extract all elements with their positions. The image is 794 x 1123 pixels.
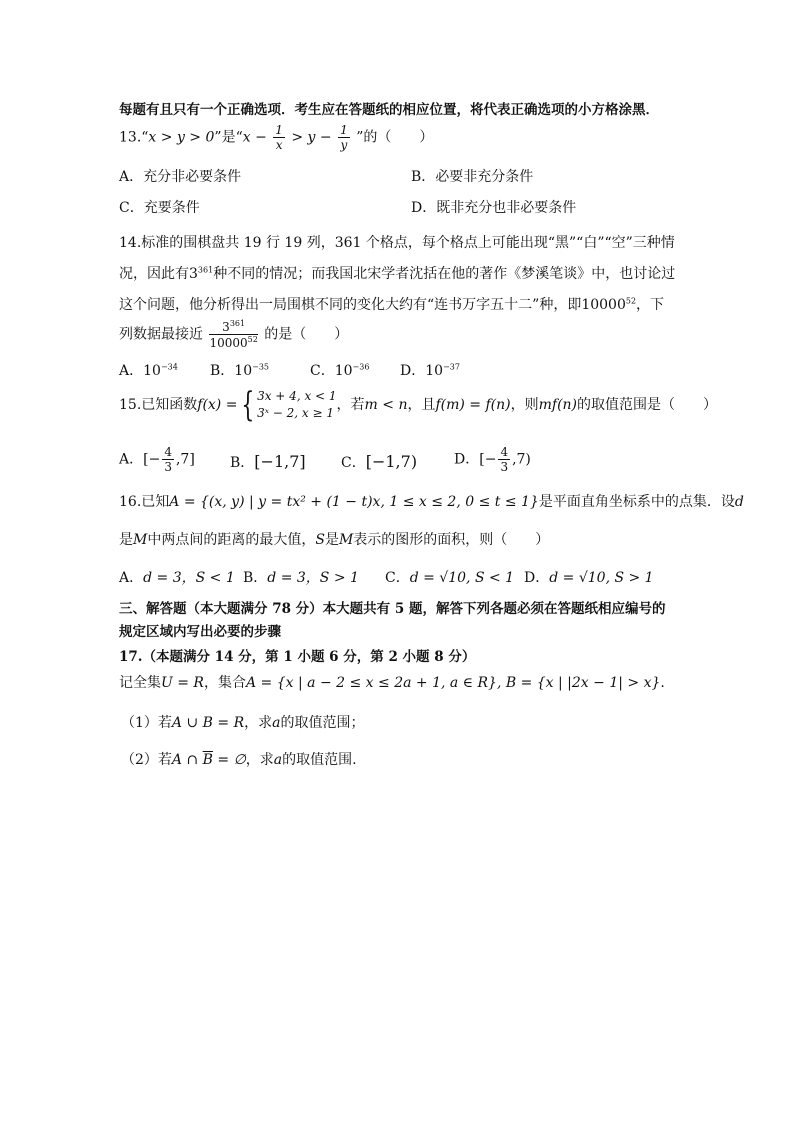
q16-option-a: A．d = 3，S < 1	[119, 570, 235, 586]
question-17-part-2: （2）若A ∩ $\overline{B}$ = ∅，求a的取值范围.	[121, 752, 357, 768]
question-14-line-3: 这个问题，他分析得出一局围棋不同的变化大约有“连书万字五十二”种，即10000$^{52}$，下	[119, 296, 665, 313]
section-3-heading-line-1: 三、解答题（本大题满分 78 分）本大题共有 5 题，解答下列各题必须在答题纸相应编号的	[119, 601, 666, 617]
question-14-line-4: 列数据最接近 $\frac{3^{361}}{10000^{52}}$ 的是（ ）	[119, 319, 349, 350]
piecewise-cases: 3x + 4, x < 1 3ˣ − 2, x ≥ 1	[257, 389, 337, 420]
fraction-1-over-x: $\frac{1}{x}$	[275, 123, 283, 152]
q16-option-b: B．d = 3，S > 1	[243, 570, 359, 586]
q14-option-d: D．$10^{-37}$	[400, 362, 460, 379]
question-13-stem: 13.“x > y > 0”是“x − $\frac{1}{x}$ > y − $\frac{1}{y}$ ”的（ ）	[119, 123, 434, 152]
q14-option-b: B．$10^{-35}$	[210, 362, 270, 379]
q14-option-a: A．$10^{-34}$	[119, 362, 178, 379]
q15-option-a: A．[− $\frac{4}{3}$ ,7]	[119, 445, 195, 474]
question-17-title: 17.（本题满分 14 分，第 1 小题 6 分，第 2 小题 8 分）	[119, 649, 476, 665]
instruction-header: 每题有且只有一个正确选项．考生应在答题纸的相应位置，将代表正确选项的小方格涂黑．	[119, 102, 659, 118]
q15-option-b: B．[−1,7]	[230, 452, 306, 471]
question-14-line-2: 况，因此有$3^{361}$种不同的情况；而我国北宋学者沈括在他的著作《梦溪笔谈》中，也讨论过	[119, 265, 676, 282]
q16-option-d: D．d = √10, S > 1	[524, 570, 654, 586]
question-17-part-1: （1）若A ∪ B = R，求a的取值范围；	[121, 715, 365, 731]
q16-option-c: C．d = √10, S < 1	[385, 570, 515, 586]
q14-option-c: C．$10^{-36}$	[310, 362, 370, 379]
question-15-stem: 15.已知函数f(x) = { 3x + 4, x < 1 3ˣ − 2, x ≥ 1 ，若m < n，且f(m) = f(n)，则mf(n)的取值范围是（ ）	[119, 385, 718, 425]
section-3-heading-line-2: 规定区域内写出必要的步骤	[119, 624, 281, 640]
question-16-line-1: 16.已知A = {(x, y) | y = tx² + (1 − t)x, 1 ≤ x ≤ 2, 0 ≤ t ≤ 1}是平面直角坐标系中的点集．设d	[119, 494, 744, 510]
fraction-3pow361-over-10000pow52: $\frac{3^{361}}{10000^{52}}$	[209, 319, 258, 350]
q13-option-d: D．既非充分也非必要条件	[411, 200, 577, 216]
fraction-1-over-y: $\frac{1}{y}$	[340, 123, 348, 152]
q13-option-c: C．充要条件	[119, 200, 200, 216]
question-17-line-1: 记全集U = R，集合A = {x | a − 2 ≤ x ≤ 2a + 1, a ∈ R}, B = {x | |2x − 1| > x}.	[119, 675, 665, 691]
question-14-line-1: 14.标准的围棋盘共 19 行 19 列，361 个格点，每个格点上可能出现“黑”“白”“空”三种情	[119, 235, 675, 251]
q13-option-a: A．充分非必要条件	[119, 169, 242, 185]
q15-option-c: C．[−1,7)	[341, 452, 418, 471]
q13-option-b: B．必要非充分条件	[411, 169, 534, 185]
q15-option-d: D．[− $\frac{4}{3}$ ,7)	[454, 445, 531, 474]
question-16-line-2: 是M中两点间的距离的最大值，S是M表示的图形的面积，则（ ）	[119, 532, 550, 548]
left-brace: {	[241, 385, 255, 425]
